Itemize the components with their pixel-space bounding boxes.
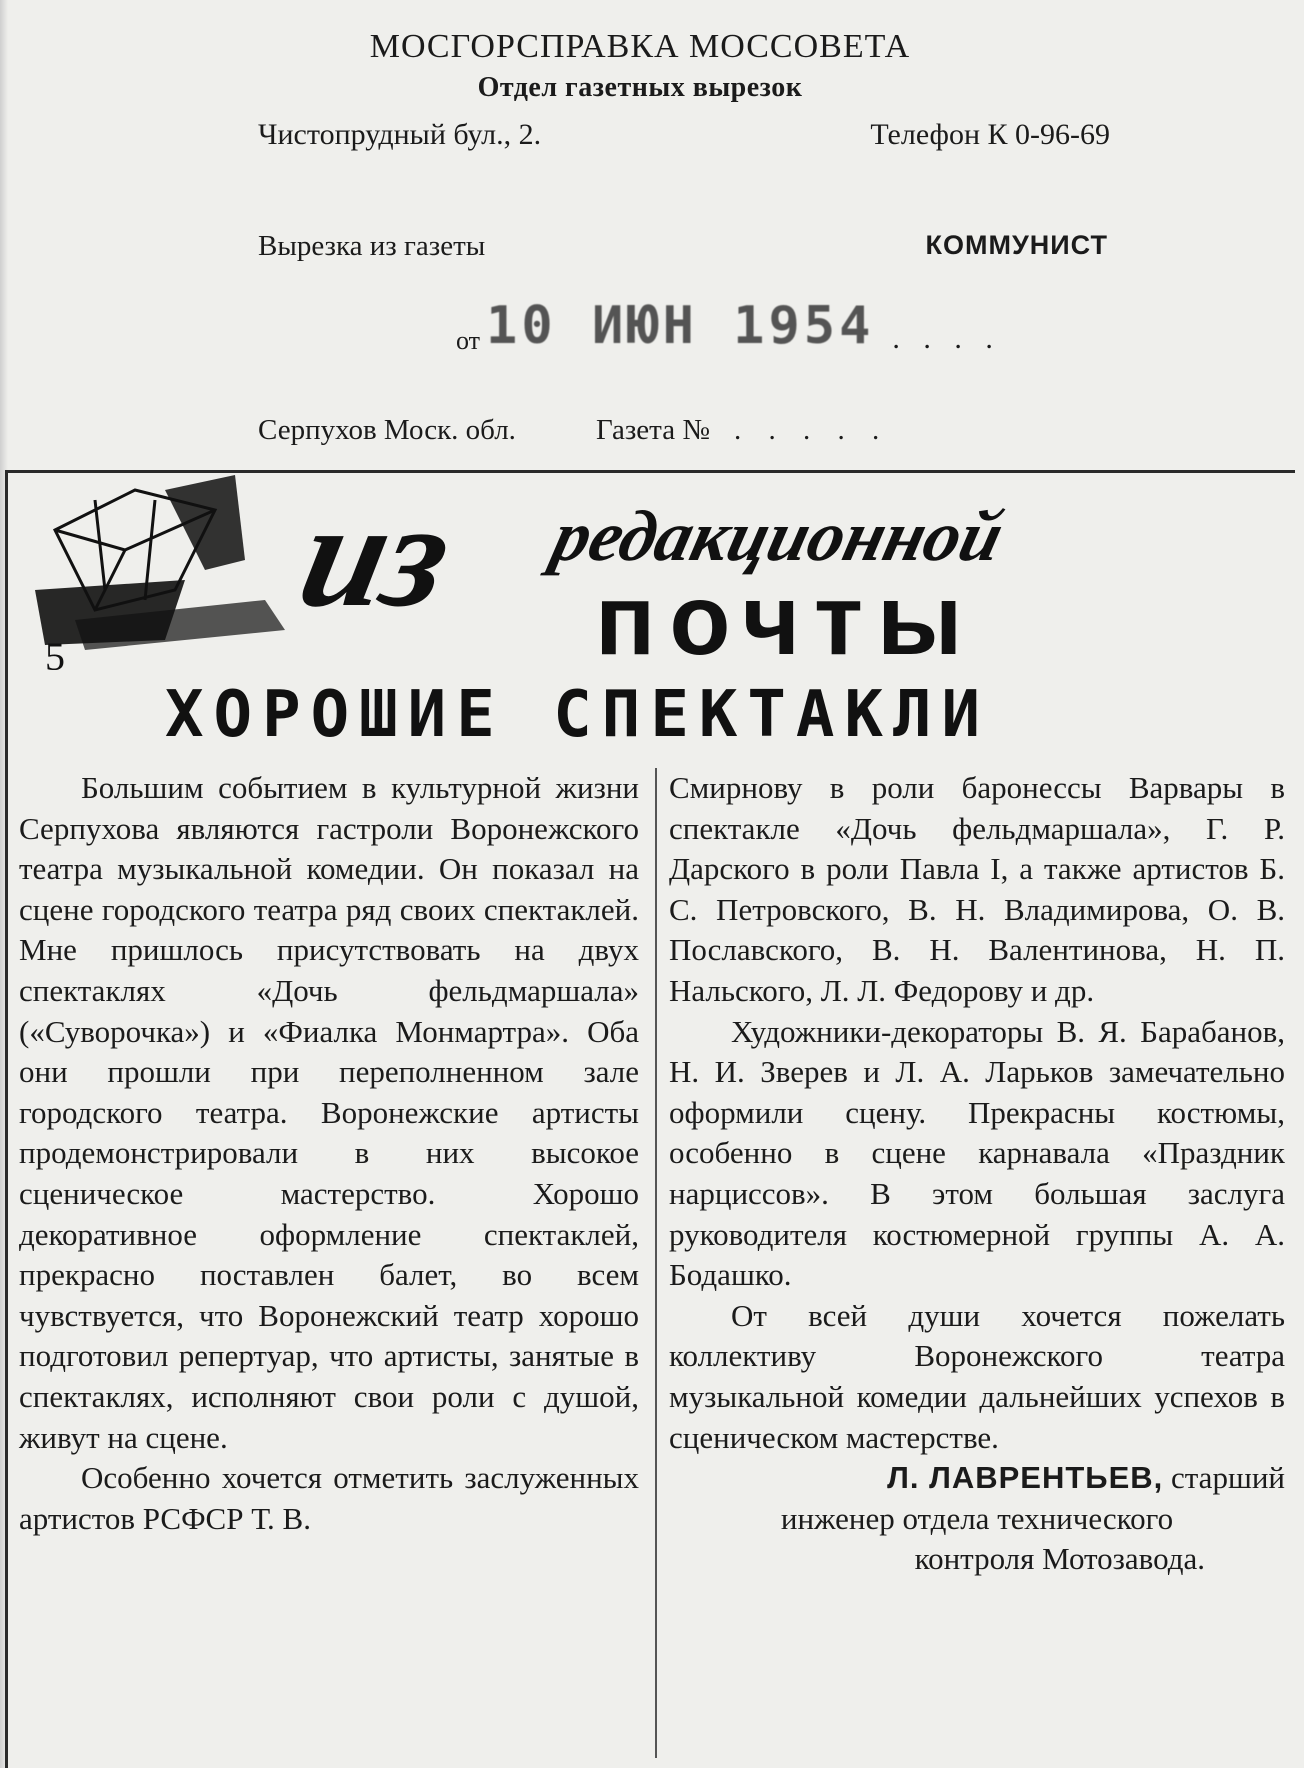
rubric-word-redaktsionnoy: редакционной <box>545 496 1012 576</box>
envelope-illustration <box>35 470 335 670</box>
date-prefix: от <box>456 326 481 355</box>
column-divider <box>655 768 657 1758</box>
clipping-left-border <box>5 470 8 1768</box>
address: Чистопрудный бул., 2. <box>258 118 542 151</box>
issue-label: Газета № <box>595 414 710 446</box>
clip-label: Вырезка из газеты <box>258 230 486 262</box>
city: Серпухов Моск. обл. <box>258 414 516 446</box>
author-role-line-2: инженер отдела технического <box>780 1500 1174 1536</box>
newspaper-clipping <box>5 470 1295 1768</box>
rubric-header <box>35 470 1285 680</box>
article-title: ХОРОШИЕ СПЕКТАКЛИ <box>165 678 991 752</box>
rubric-number: 5 <box>45 634 65 670</box>
paragraph: От всей души хочется пожелать коллективу Воронежского театра музыкальной комедии дальнейших успехов в сценическом мастерстве. <box>669 1297 1285 1455</box>
agency-name: МОСГОРСПРАВКА МОССОВЕТА <box>369 28 911 65</box>
clip-source-row <box>258 230 1108 263</box>
paragraph: Большим событием в культурной жизни Серпухова являются гастроли Воронежского театра музыкальной комедии. Он показал на сцене городского театра ряд своих спектаклей. Мне пришлось присутствовать на двух спектаклях «Дочь фельдмаршала» («Суворочка») и «Фиалка Монмартра». Оба они прошли при переполненном зале городского театра. Воронежские артисты продемонстрировали в них высокое сценическое мастерство. Хорошо декоративное оформление спектаклей, прекрасно поставлен балет, во всем чувствуется, что Воронежский театр хорошо подготовил репертуар, что артисты, занятые в спектаклях, исполняют свои роли с душой, живут на сцене. <box>19 770 639 1455</box>
article-column-right <box>669 768 1285 1580</box>
city-row <box>258 414 889 447</box>
agency-header <box>150 28 1110 152</box>
rubric-word-iz: из <box>287 472 465 638</box>
date-dots: . . . . <box>892 322 1001 355</box>
date-row <box>456 296 1001 356</box>
author-role-line-3: контроля Мотозавода. <box>914 1541 1205 1577</box>
newspaper-name: КОММУНИСТ <box>925 230 1108 260</box>
article-column-left <box>19 768 639 1539</box>
issue-dots: . . . . . <box>734 414 890 446</box>
date-stamp: 10 ИЮН 1954 <box>486 296 875 356</box>
address-row <box>150 118 1110 152</box>
rubric-word-pochty: почты <box>595 564 977 676</box>
paragraph: Художники-декораторы В. Я. Барабанов, Н. И. Зверев и Л. А. Ларьков замечательно оформили сцену. Прекрасны костюмы, особенно в сцене карнавала «Праздник нарциссов». В этом большая заслуга руководителя костюмерной группы А. А. Бодашко. <box>669 1013 1285 1293</box>
author-name: Л. ЛАВРЕНТЬЕВ, <box>887 1460 1164 1496</box>
phone: Телефон К 0-96-69 <box>870 118 1110 151</box>
author-role-1: старший <box>1171 1460 1285 1496</box>
paragraph: Смирнову в роли баронессы Варвары в спектакле «Дочь фельдмаршала», Г. Р. Дарского в роли Павла I, а также артистов Б. С. Петровского, В. Н. Владимирова, О. В. Пославского, В. Н. Валентинова, Н. П. Нальского, Л. Л. Федорову и др. <box>669 770 1285 1008</box>
paragraph: Особенно хочется отметить заслуженных артистов РСФСР Т. В. <box>19 1460 639 1536</box>
department-name: Отдел газетных вырезок <box>477 72 803 103</box>
signature-line <box>669 1458 1285 1499</box>
